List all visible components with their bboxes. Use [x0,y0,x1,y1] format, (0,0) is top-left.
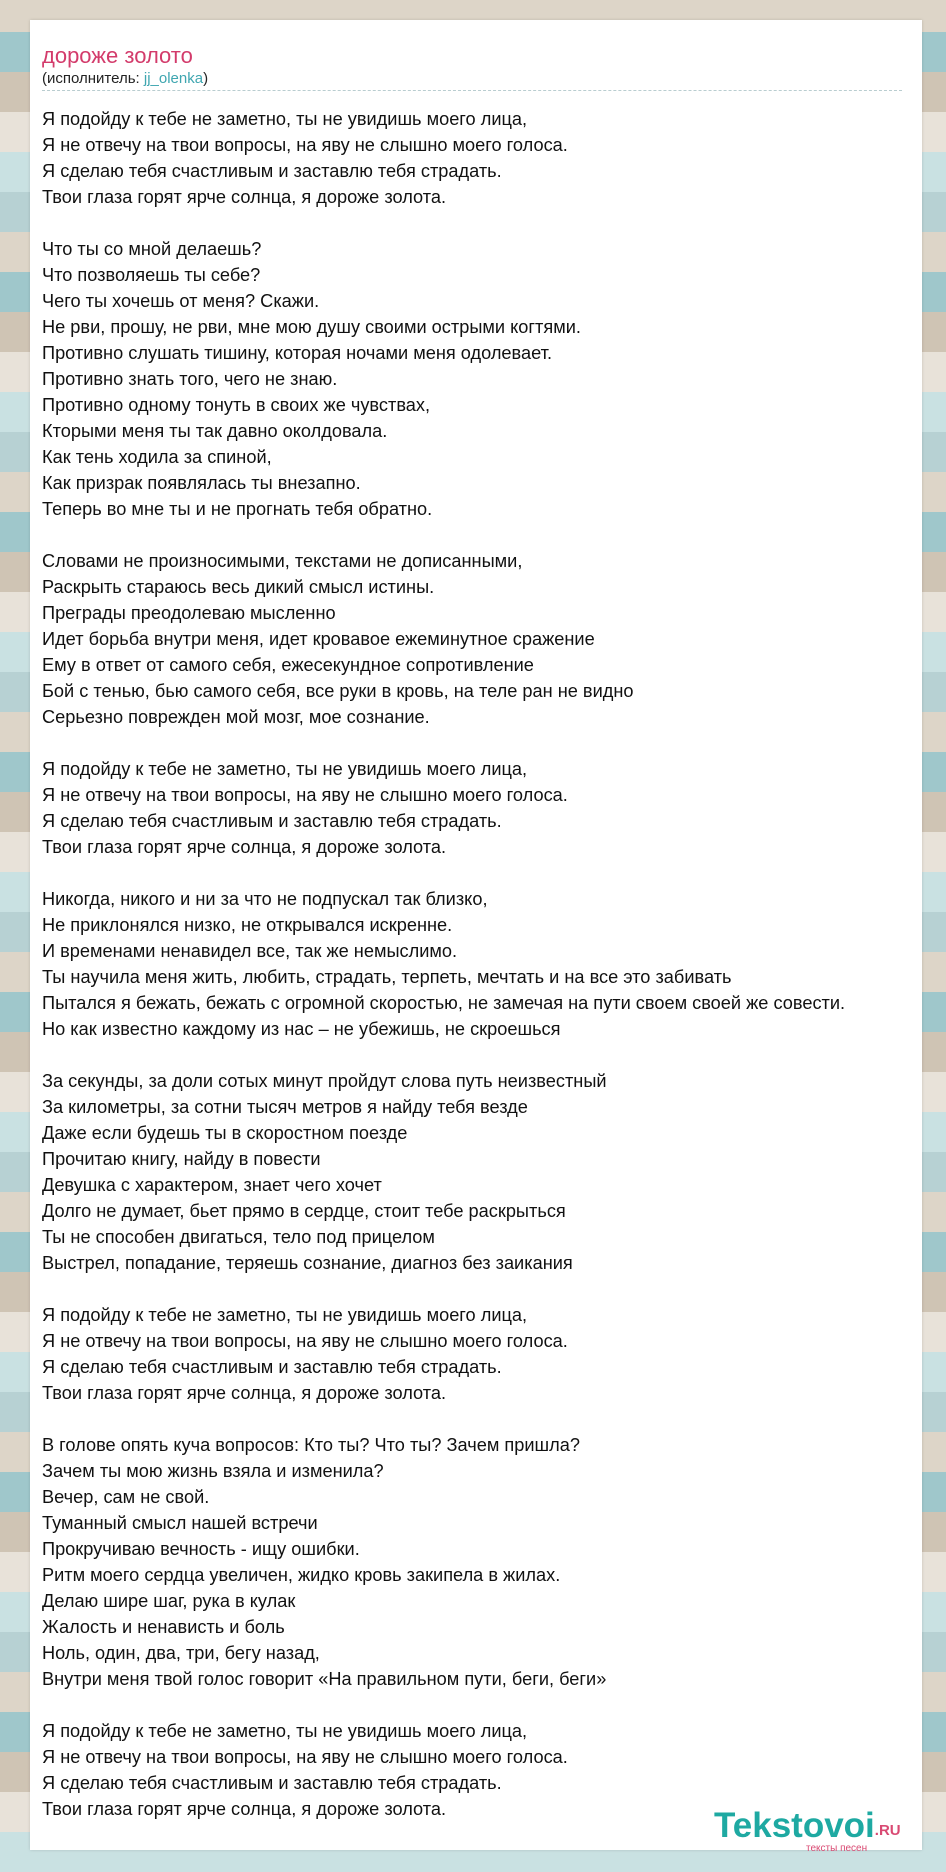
lyric-line: Я сделаю тебя счастливым и заставлю тебя страдать. [42,811,502,831]
stanza-break [42,1406,922,1432]
lyric-line: Что позволяешь ты себе? [42,265,261,285]
performer-suffix: ) [203,70,209,87]
song-title: дороже золото [42,43,193,68]
lyric-line: Прокручиваю вечность - ищу ошибки. [42,1539,360,1559]
lyric-line: Кторыми меня ты так давно околдовала. [42,421,388,441]
lyric-line: Но как известно каждому из нас – не убежишь, не скроешься [42,1019,561,1039]
lyrics-text [42,106,922,1822]
lyric-line: Я подойду к тебе не заметно, ты не увидишь моего лица, [42,759,528,779]
lyric-line: За секунды, за доли сотых минут пройдут слова путь неизвестный [42,1071,607,1091]
stanza-break [42,1042,922,1068]
lyric-line: Девушка с характером, знает чего хочет [42,1175,382,1195]
logo-main-text: Tekstovoi [714,1806,875,1845]
tekstovoi-logo[interactable] [714,1808,924,1854]
lyric-line: Твои глаза горят ярче солнца, я дороже золота. [42,187,447,207]
lyric-line: Теперь во мне ты и не прогнать тебя обратно. [42,499,433,519]
lyric-line: Противно одному тонуть в своих же чувствах, [42,395,431,415]
lyric-line: Как тень ходила за спиной, [42,447,272,467]
lyric-line: Жалость и ненависть и боль [42,1617,285,1637]
lyric-line: Я подойду к тебе не заметно, ты не увидишь моего лица, [42,1721,528,1741]
lyric-line: Вечер, сам не свой. [42,1487,210,1507]
lyric-line: Я сделаю тебя счастливым и заставлю тебя страдать. [42,1773,502,1793]
lyric-line: Я не отвечу на твои вопросы, на яву не слышно моего голоса. [42,785,568,805]
lyrics-page [30,20,922,1850]
lyric-line: Долго не думает, бьет прямо в сердце, стоит тебе раскрыться [42,1201,566,1221]
lyric-line: Прочитаю книгу, найду в повести [42,1149,321,1169]
song-header [42,42,902,91]
stanza-break [42,522,922,548]
lyric-line: За километры, за сотни тысяч метров я найду тебя везде [42,1097,528,1117]
lyric-line: Туманный смысл нашей встречи [42,1513,318,1533]
lyric-line: Выстрел, попадание, теряешь сознание, диагноз без заикания [42,1253,573,1273]
stanza-break [42,1692,922,1718]
lyric-line: Ты научила меня жить, любить, страдать, терпеть, мечтать и на все это забивать [42,967,732,987]
lyric-line: Противно слушать тишину, которая ночами меня одолевает. [42,343,552,363]
lyric-line: Ему в ответ от самого себя, ежесекундное сопротивление [42,655,534,675]
lyric-line: Не приклонялся низко, не открывался искренне. [42,915,453,935]
lyric-line: Что ты со мной делаешь? [42,239,262,259]
lyric-line: Делаю шире шаг, рука в кулак [42,1591,296,1611]
lyric-line: Ритм моего сердца увеличен, жидко кровь закипела в жилах. [42,1565,561,1585]
logo-tld: .RU [874,1822,901,1839]
lyric-line: Твои глаза горят ярче солнца, я дороже золота. [42,1383,447,1403]
lyric-line: Даже если будешь ты в скоростном поезде [42,1123,408,1143]
lyric-line: Внутри меня твой голос говорит «На правильном пути, беги, беги» [42,1669,607,1689]
lyric-line: Я не отвечу на твои вопросы, на яву не слышно моего голоса. [42,1747,568,1767]
lyric-line: Я подойду к тебе не заметно, ты не увидишь моего лица, [42,109,528,129]
lyric-line: Зачем ты мою жизнь взяла и изменила? [42,1461,384,1481]
lyric-line: Я не отвечу на твои вопросы, на яву не слышно моего голоса. [42,1331,568,1351]
lyric-line: Ноль, один, два, три, бегу назад, [42,1643,320,1663]
logo-tagline: тексты песен [806,1843,868,1854]
lyric-line: Я сделаю тебя счастливым и заставлю тебя страдать. [42,161,502,181]
stanza-break [42,730,922,756]
lyric-line: Я не отвечу на твои вопросы, на яву не слышно моего голоса. [42,135,568,155]
lyric-line: Идет борьба внутри меня, идет кровавое ежеминутное сражение [42,629,595,649]
lyric-line: Преграды преодолеваю мысленно [42,603,336,623]
lyric-line: Я сделаю тебя счастливым и заставлю тебя страдать. [42,1357,502,1377]
lyric-line: В голове опять куча вопросов: Кто ты? Что ты? Зачем пришла? [42,1435,580,1455]
lyric-line: Чего ты хочешь от меня? Скажи. [42,291,320,311]
lyric-line: Не рви, прошу, не рви, мне мою душу своими острыми когтями. [42,317,581,337]
lyric-line: Словами не произносимыми, текстами не дописанными, [42,551,523,571]
lyric-line: Раскрыть стараюсь весь дикий смысл истины. [42,577,435,597]
stanza-break [42,210,922,236]
performer-line [42,70,902,88]
stanza-break [42,1276,922,1302]
lyric-line: Никогда, никого и ни за что не подпускал так близко, [42,889,488,909]
lyric-line: Как призрак появлялась ты внезапно. [42,473,361,493]
performer-prefix: (исполнитель: [42,70,144,87]
performer-link[interactable]: jj_olenka [143,70,204,87]
lyric-line: Твои глаза горят ярче солнца, я дороже золота. [42,1799,447,1819]
lyric-line: Твои глаза горят ярче солнца, я дороже золота. [42,837,447,857]
lyric-line: Противно знать того, чего не знаю. [42,369,338,389]
lyric-line: Я подойду к тебе не заметно, ты не увидишь моего лица, [42,1305,528,1325]
lyric-line: Пытался я бежать, бежать с огромной скоростью, не замечая на пути своем своей же совести. [42,993,846,1013]
lyric-line: И временами ненавидел все, так же немыслимо. [42,941,458,961]
stanza-break [42,860,922,886]
lyric-line: Ты не способен двигаться, тело под прицелом [42,1227,435,1247]
lyric-line: Серьезно поврежден мой мозг, мое сознание. [42,707,430,727]
lyric-line: Бой с тенью, бью самого себя, все руки в кровь, на теле ран не видно [42,681,634,701]
